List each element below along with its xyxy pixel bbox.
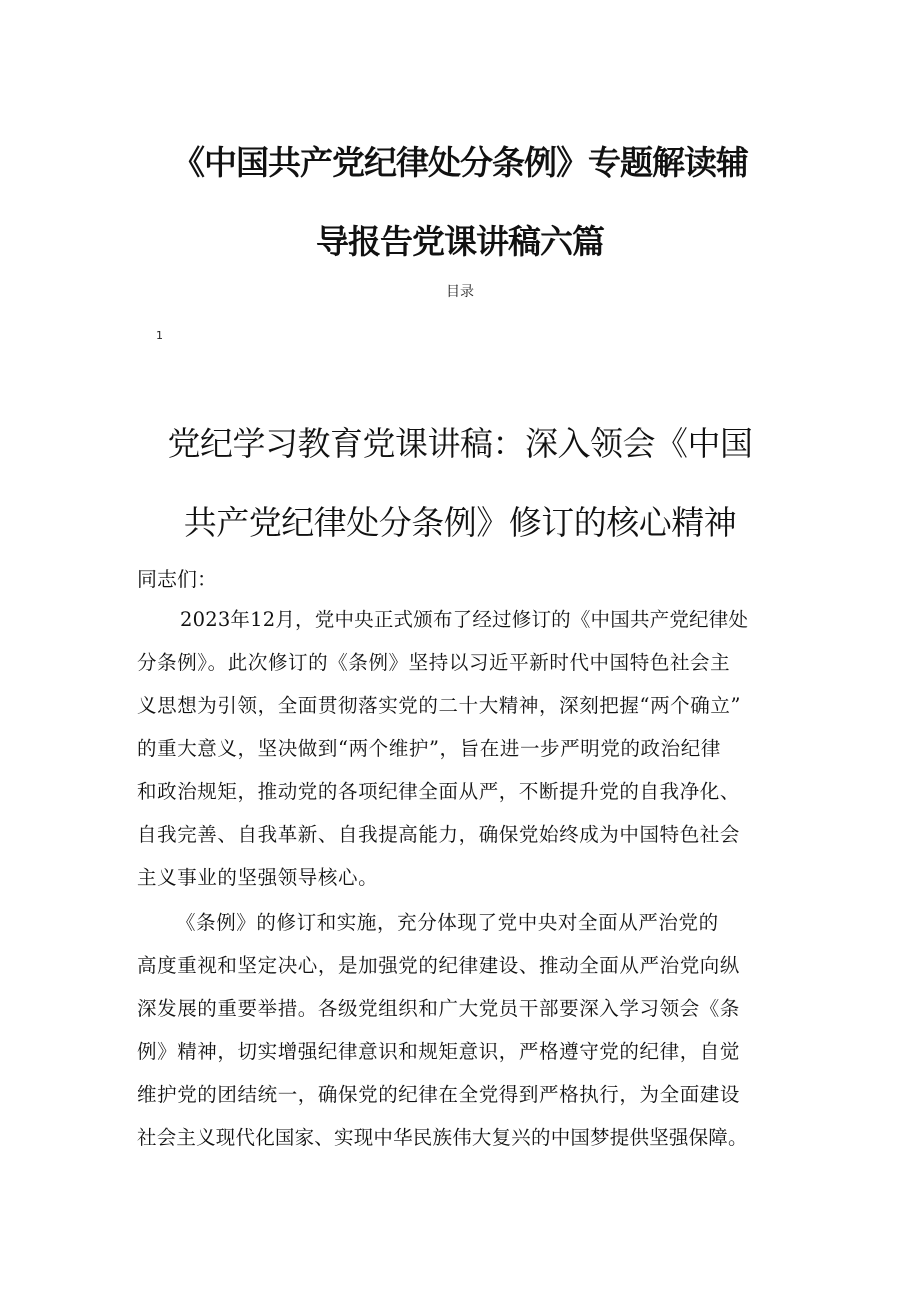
paragraph-2-line: 《条例》的修订和实施，充分体现了党中央对全面从严治党的 — [176, 911, 719, 934]
greeting: 同志们： — [137, 567, 217, 591]
paragraph-2-line: 例》精神，切实增强纪律意识和规矩意识，严格遵守党的纪律，自觉 — [137, 1040, 741, 1063]
paragraph-1-line: 自我完善、自我革新、自我提高能力，确保党始终成为中国特色社会 — [137, 823, 741, 846]
paragraph-1-line: 义思想为引领，全面贯彻落实党的二十大精神，深刻把握“两个确立” — [137, 694, 742, 717]
paragraph-2-line: 深发展的重要举措。各级党组织和广大党员干部要深入学习领会《条 — [137, 997, 741, 1020]
paragraph-1-line: 分条例》。此次修订的《条例》坚持以习近平新时代中国特色社会主 — [137, 651, 731, 674]
paragraph-1-line: 和政治规矩，推动党的各项纪律全面从严，不断提升党的自我净化、 — [137, 780, 741, 803]
document-title-line-2: 导报告党课讲稿六篇 — [316, 222, 604, 261]
paragraph-2-line: 社会主义现代化国家、实现中华民族伟大复兴的中国梦提供坚强保障。 — [137, 1126, 748, 1149]
paragraph-1-line: 的重大意义，坚决做到“两个维护”，旨在进一步严明党的政治纪律 — [137, 737, 721, 760]
paragraph-2-line: 维护党的团结统一，确保党的纪律在全党得到严格执行，为全面建设 — [137, 1083, 741, 1106]
document-title-line-1: 《中国共产党纪律处分条例》专题解读辅 — [172, 143, 748, 182]
paragraph-1-line: 主义事业的坚强领导核心。 — [137, 866, 379, 889]
toc-heading: 目录 — [446, 284, 474, 300]
toc-entry-number: 1 — [156, 329, 163, 342]
section-title-line-2: 共产党纪律处分条例》修订的核心精神 — [183, 503, 737, 542]
paragraph-1-line: 2023年12月，党中央正式颁布了经过修订的《中国共产党纪律处 — [180, 608, 749, 631]
section-title-line-1: 党纪学习教育党课讲稿：深入领会《中国 — [167, 424, 753, 463]
paragraph-2-line: 高度重视和坚定决心，是加强党的纪律建设、推动全面从严治党向纵 — [137, 954, 741, 977]
